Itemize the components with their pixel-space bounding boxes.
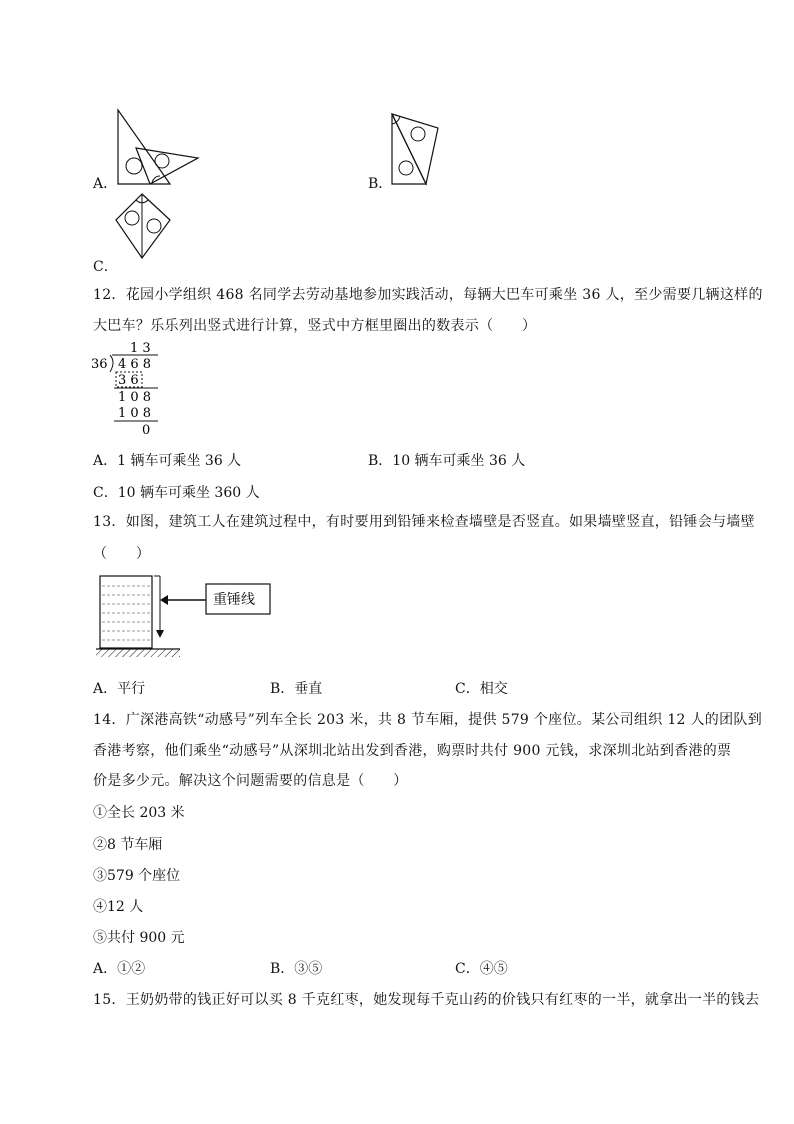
- q13-option-c[interactable]: C．相交: [455, 681, 508, 697]
- q12-option-c[interactable]: C．10 辆车可乘坐 360 人: [93, 485, 260, 501]
- q14-option-a[interactable]: A．①②: [93, 961, 146, 977]
- division-step1: 3 6: [118, 373, 139, 388]
- division-final: 0: [142, 423, 151, 438]
- q14-stem-line2: 香港考察，他们乘坐“动感号”从深圳北站出发到香港，购票时共付 900 元钱，求深圳北站到香港的票: [93, 743, 732, 759]
- q13-plumb-figure: [94, 572, 284, 662]
- q11-option-a-label[interactable]: A．: [93, 176, 118, 192]
- q12-stem-line1: 12．花园小学组织 468 名同学去劳动基地参加实践活动，每辆大巴车可乘坐 36 人，至少需要几辆这样的: [93, 287, 763, 303]
- q12-stem-line2: 大巴车？乐乐列出竖式进行计算，竖式中方框里圈出的数表示（ ）: [93, 318, 537, 334]
- q14-stem-line1: 14．广深港高铁“动感号”列车全长 203 米，共 8 节车厢，提供 579 个座位。某公司组织 12 人的团队到: [93, 712, 762, 728]
- q14-stem-line3: 价是多少元。解决这个问题需要的信息是（ ）: [93, 773, 408, 789]
- division-dividend: 4 6 8: [118, 357, 152, 372]
- q12-long-division: [88, 340, 168, 440]
- q13-option-a[interactable]: A．平行: [93, 681, 146, 697]
- q11-option-c-figure: [112, 190, 174, 262]
- q12-option-a[interactable]: A．1 辆车可乘坐 36 人: [93, 453, 242, 469]
- q13-option-b[interactable]: B．垂直: [270, 681, 323, 697]
- division-step2: 1 0 8: [118, 406, 152, 421]
- plumb-line-label: 重锤线: [213, 592, 255, 608]
- q11-option-b-label[interactable]: B．: [368, 176, 393, 192]
- division-divisor: 36: [91, 357, 108, 372]
- q11-option-b-figure: [386, 110, 446, 188]
- q11-option-a-figure: [112, 106, 207, 188]
- q14-option-c[interactable]: C．④⑤: [455, 961, 508, 977]
- q15-stem-line1: 15．王奶奶带的钱正好可以买 8 千克红枣，她发现每千克山药的价钱只有红枣的一半，就拿出一半的钱去: [93, 992, 760, 1008]
- division-quotient: 1 3: [130, 341, 151, 356]
- q11-option-c-label[interactable]: C．: [93, 259, 118, 275]
- division-remainder1: 1 0 8: [118, 390, 152, 405]
- q14-info-item: ①全长 203 米: [93, 805, 185, 821]
- q14-info-item: ⑤共付 900 元: [93, 930, 185, 946]
- q13-stem-line2: （ ）: [93, 546, 151, 562]
- q12-option-b[interactable]: B．10 辆车可乘坐 36 人: [368, 453, 526, 469]
- q13-stem-line1: 13．如图，建筑工人在建筑过程中，有时要用到铅锤来检查墙壁是否竖直。如果墙壁竖直，铅锤会与墙壁: [93, 514, 755, 530]
- q14-info-item: ③579 个座位: [93, 868, 181, 884]
- q14-option-b[interactable]: B．③⑤: [270, 961, 323, 977]
- q14-info-item: ②8 节车厢: [93, 837, 163, 853]
- q14-info-item: ④12 人: [93, 899, 144, 915]
